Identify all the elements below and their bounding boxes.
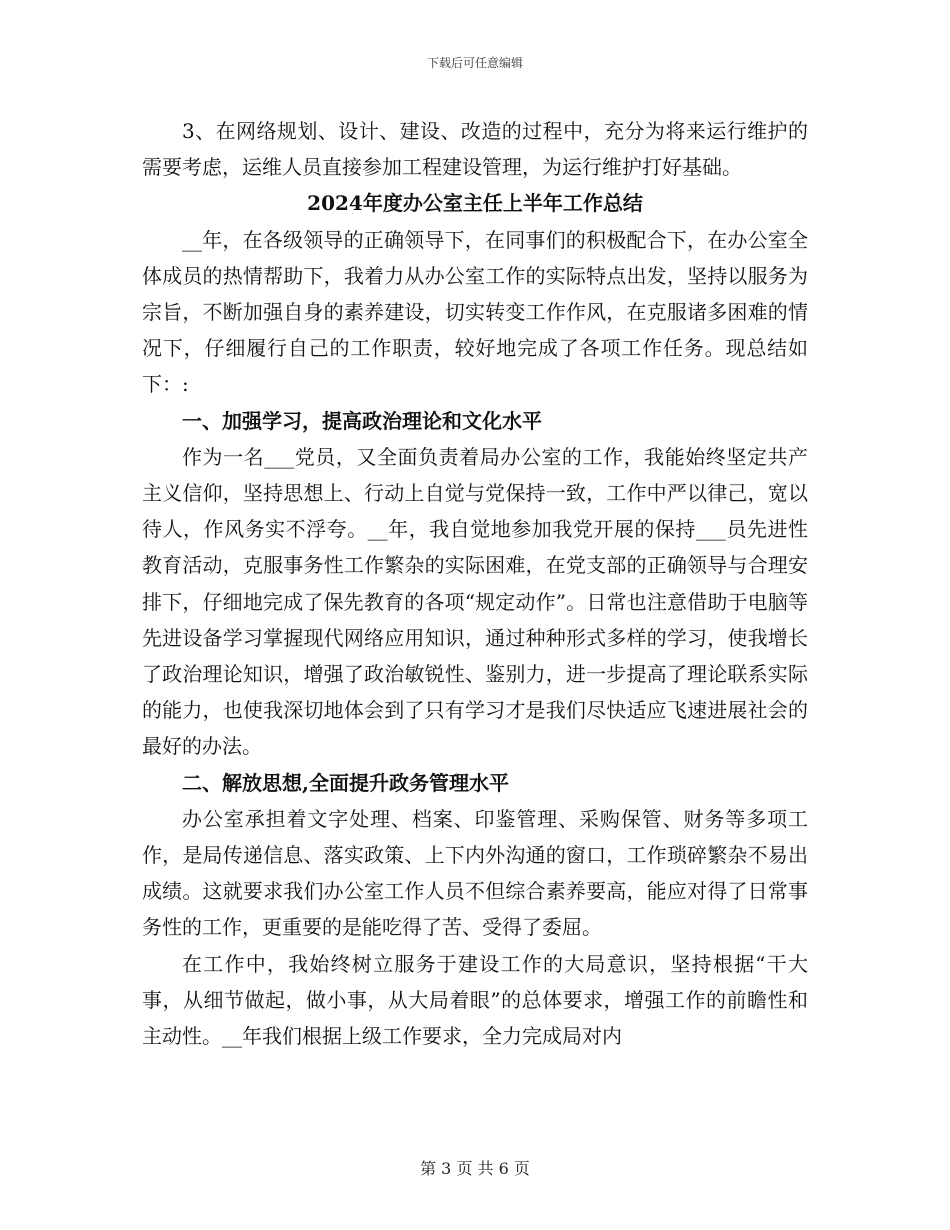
section2-paragraph-1: 办公室承担着文字处理、档案、印鉴管理、采购保管、财务等多项工作，是局传递信息、落实政策、上下内外沟通的窗口，工作琐碎繁杂不易出成绩。这就要求我们办公室工作人员不但综合素养要高，能应对得了日常事务性的工作，更重要的是能吃得了苦、受得了委屈。 [142,806,808,940]
section1-heading: 一、加强学习，提高政治理论和文化水平 [182,408,542,433]
section2-heading: 二、解放思想,全面提升政务管理水平 [182,770,509,795]
document-title: 2024年度办公室主任上半年工作总结 [307,191,643,216]
page-header: 下载后可任意编辑 [426,56,523,70]
intro-paragraph: 3、在网络规划、设计、建设、改造的过程中，充分为将来运行维护的需要考虑，运维人员直接参加工程建设管理，为运行维护打好基础。 [142,119,808,180]
page-footer: 第 3 页 共 6 页 [420,1159,530,1178]
section1-paragraph: 作为一名___党员，又全面负责着局办公室的工作，我能始终坚定共产主义信仰，坚持思想上、行动上自觉与党保持一致，工作中严以律己，宽以待人，作风务实不浮夸。__年，我自觉地参加我党开展的保持___员先进性教育活动，克服事务性工作繁杂的实际困难，在党支部的正确领导与合理安排下，仔细地完成了保先教育的各项“规定动作”。日常也注意借助于电脑等先进设备学习掌握现代网络应用知识，通过种种形式多样的学习，使我增长了政治理论知识，增强了政治敏锐性、鉴别力，进一步提高了理论联系实际的能力，也使我深切地体会到了只有学习才是我们尽快适应飞速进展社会的最好的办法。 [142,444,808,759]
opening-paragraph: __年，在各级领导的正确领导下，在同事们的积极配合下，在办公室全体成员的热情帮助下，我着力从办公室工作的实际特点出发，坚持以服务为宗旨，不断加强自身的素养建设，切实转变工作作风，在克服诸多困难的情况下，仔细履行自己的工作职责，较好地完成了各项工作任务。现总结如下：: [142,227,808,397]
section2-paragraph-2: 在工作中，我始终树立服务于建设工作的大局意识，坚持根据“干大事，从细节做起，做小事，从大局着眼”的总体要求，增强工作的前瞻性和主动性。__年我们根据上级工作要求，全力完成局对内 [142,951,808,1049]
document-body [142,113,808,1054]
